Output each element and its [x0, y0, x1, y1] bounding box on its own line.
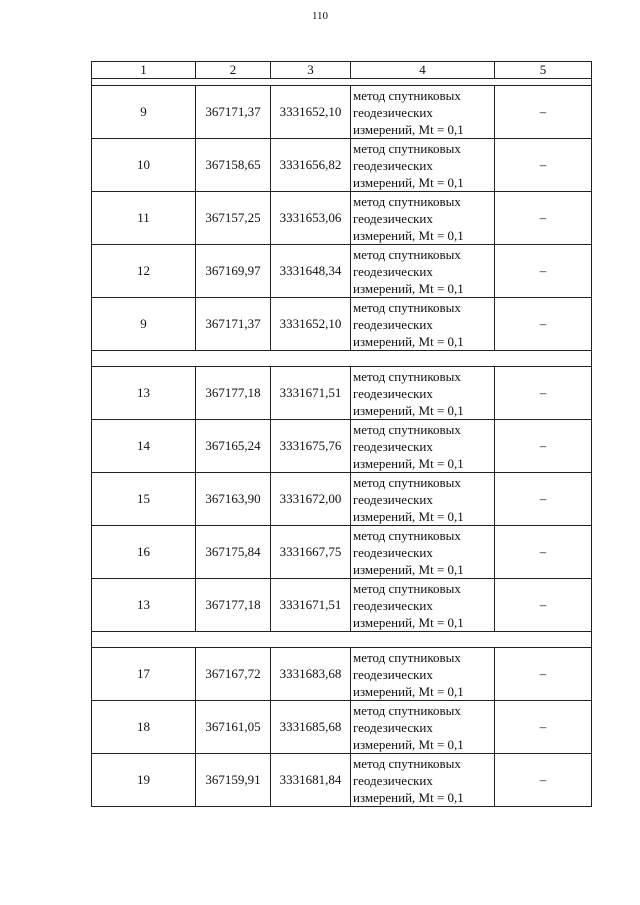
- method-cell: [351, 579, 495, 632]
- table-row: [92, 701, 592, 754]
- x-coordinate-cell: 367171,37: [196, 298, 271, 351]
- table-row: [92, 139, 592, 192]
- group-separator-row: [92, 351, 592, 367]
- method-cell: [351, 526, 495, 579]
- y-coordinate-cell: 3331653,06: [271, 192, 351, 245]
- x-coordinate-cell: 367177,18: [196, 579, 271, 632]
- y-coordinate-cell: 3331675,76: [271, 420, 351, 473]
- table-row: [92, 473, 592, 526]
- note-cell: –: [495, 298, 592, 351]
- method-cell: [351, 192, 495, 245]
- group-separator-cell: [92, 632, 592, 648]
- y-coordinate-cell: 3331685,68: [271, 701, 351, 754]
- method-line: измерений, Mt = 0,1: [353, 174, 464, 190]
- method-line: метод спутниковых: [353, 87, 461, 103]
- point-number-cell: 15: [92, 473, 196, 526]
- method-line: измерений, Mt = 0,1: [353, 508, 464, 524]
- point-number-cell: 9: [92, 86, 196, 139]
- method-line: геодезических: [353, 385, 433, 401]
- method-line: метод спутниковых: [353, 755, 461, 771]
- point-number-cell: 9: [92, 298, 196, 351]
- y-coordinate-cell: 3331652,10: [271, 86, 351, 139]
- x-coordinate-cell: 367177,18: [196, 367, 271, 420]
- table-row: [92, 579, 592, 632]
- note-cell: –: [495, 245, 592, 298]
- method-line: геодезических: [353, 597, 433, 613]
- point-number-cell: 11: [92, 192, 196, 245]
- method-line: измерений, Mt = 0,1: [353, 683, 464, 699]
- header-row: [92, 62, 592, 79]
- table-body: [92, 62, 592, 807]
- y-coordinate-cell: 3331671,51: [271, 367, 351, 420]
- y-coordinate-cell: 3331656,82: [271, 139, 351, 192]
- note-cell: –: [495, 526, 592, 579]
- method-line: измерений, Mt = 0,1: [353, 402, 464, 418]
- table-row: [92, 298, 592, 351]
- point-number-cell: 13: [92, 579, 196, 632]
- note-cell: –: [495, 86, 592, 139]
- method-line: геодезических: [353, 719, 433, 735]
- method-line: метод спутниковых: [353, 702, 461, 718]
- note-cell: –: [495, 367, 592, 420]
- y-coordinate-cell: 3331681,84: [271, 754, 351, 807]
- note-cell: –: [495, 420, 592, 473]
- method-line: измерений, Mt = 0,1: [353, 789, 464, 805]
- x-coordinate-cell: 367167,72: [196, 648, 271, 701]
- note-cell: –: [495, 192, 592, 245]
- method-cell: [351, 139, 495, 192]
- method-line: метод спутниковых: [353, 474, 461, 490]
- method-line: геодезических: [353, 104, 433, 120]
- method-line: метод спутниковых: [353, 580, 461, 596]
- table-row: [92, 526, 592, 579]
- method-line: метод спутниковых: [353, 527, 461, 543]
- method-line: метод спутниковых: [353, 140, 461, 156]
- x-coordinate-cell: 367171,37: [196, 86, 271, 139]
- method-cell: [351, 420, 495, 473]
- table-row: [92, 192, 592, 245]
- method-line: измерений, Mt = 0,1: [353, 561, 464, 577]
- y-coordinate-cell: 3331672,00: [271, 473, 351, 526]
- coordinates-table: [91, 61, 592, 807]
- y-coordinate-cell: 3331683,68: [271, 648, 351, 701]
- table-row: [92, 420, 592, 473]
- method-cell: [351, 754, 495, 807]
- method-line: измерений, Mt = 0,1: [353, 455, 464, 471]
- point-number-cell: 18: [92, 701, 196, 754]
- method-cell: [351, 648, 495, 701]
- table-row: [92, 86, 592, 139]
- header-cell-4: 4: [351, 62, 495, 79]
- group-separator-row: [92, 79, 592, 86]
- y-coordinate-cell: 3331667,75: [271, 526, 351, 579]
- note-cell: –: [495, 473, 592, 526]
- method-line: геодезических: [353, 316, 433, 332]
- table-row: [92, 754, 592, 807]
- header-cell-5: 5: [495, 62, 592, 79]
- note-cell: –: [495, 701, 592, 754]
- method-cell: [351, 367, 495, 420]
- page-number: 110: [311, 10, 329, 22]
- method-line: метод спутниковых: [353, 246, 461, 262]
- point-number-cell: 19: [92, 754, 196, 807]
- method-line: измерений, Mt = 0,1: [353, 280, 464, 296]
- note-cell: –: [495, 754, 592, 807]
- note-cell: –: [495, 139, 592, 192]
- method-line: геодезических: [353, 157, 433, 173]
- method-line: геодезических: [353, 491, 433, 507]
- method-line: метод спутниковых: [353, 299, 461, 315]
- table-row: [92, 367, 592, 420]
- method-line: геодезических: [353, 544, 433, 560]
- method-cell: [351, 473, 495, 526]
- group-separator-cell: [92, 79, 592, 86]
- method-cell: [351, 701, 495, 754]
- method-cell: [351, 86, 495, 139]
- point-number-cell: 16: [92, 526, 196, 579]
- method-line: геодезических: [353, 210, 433, 226]
- x-coordinate-cell: 367163,90: [196, 473, 271, 526]
- x-coordinate-cell: 367158,65: [196, 139, 271, 192]
- method-line: геодезических: [353, 666, 433, 682]
- note-cell: –: [495, 648, 592, 701]
- table-row: [92, 245, 592, 298]
- method-line: измерений, Mt = 0,1: [353, 333, 464, 349]
- x-coordinate-cell: 367169,97: [196, 245, 271, 298]
- method-line: геодезических: [353, 438, 433, 454]
- y-coordinate-cell: 3331652,10: [271, 298, 351, 351]
- group-separator-row: [92, 632, 592, 648]
- method-cell: [351, 245, 495, 298]
- method-line: геодезических: [353, 263, 433, 279]
- header-cell-3: 3: [271, 62, 351, 79]
- method-line: метод спутниковых: [353, 368, 461, 384]
- point-number-cell: 17: [92, 648, 196, 701]
- point-number-cell: 12: [92, 245, 196, 298]
- y-coordinate-cell: 3331648,34: [271, 245, 351, 298]
- group-separator-cell: [92, 351, 592, 367]
- method-cell: [351, 298, 495, 351]
- header-cell-2: 2: [196, 62, 271, 79]
- method-line: метод спутниковых: [353, 193, 461, 209]
- table-row: [92, 648, 592, 701]
- x-coordinate-cell: 367157,25: [196, 192, 271, 245]
- x-coordinate-cell: 367159,91: [196, 754, 271, 807]
- x-coordinate-cell: 367175,84: [196, 526, 271, 579]
- method-line: метод спутниковых: [353, 649, 461, 665]
- method-line: метод спутниковых: [353, 421, 461, 437]
- point-number-cell: 10: [92, 139, 196, 192]
- note-cell: –: [495, 579, 592, 632]
- method-line: измерений, Mt = 0,1: [353, 121, 464, 137]
- point-number-cell: 14: [92, 420, 196, 473]
- header-cell-1: 1: [92, 62, 196, 79]
- point-number-cell: 13: [92, 367, 196, 420]
- method-line: измерений, Mt = 0,1: [353, 614, 464, 630]
- method-line: измерений, Mt = 0,1: [353, 227, 464, 243]
- method-line: измерений, Mt = 0,1: [353, 736, 464, 752]
- x-coordinate-cell: 367161,05: [196, 701, 271, 754]
- y-coordinate-cell: 3331671,51: [271, 579, 351, 632]
- x-coordinate-cell: 367165,24: [196, 420, 271, 473]
- method-line: геодезических: [353, 772, 433, 788]
